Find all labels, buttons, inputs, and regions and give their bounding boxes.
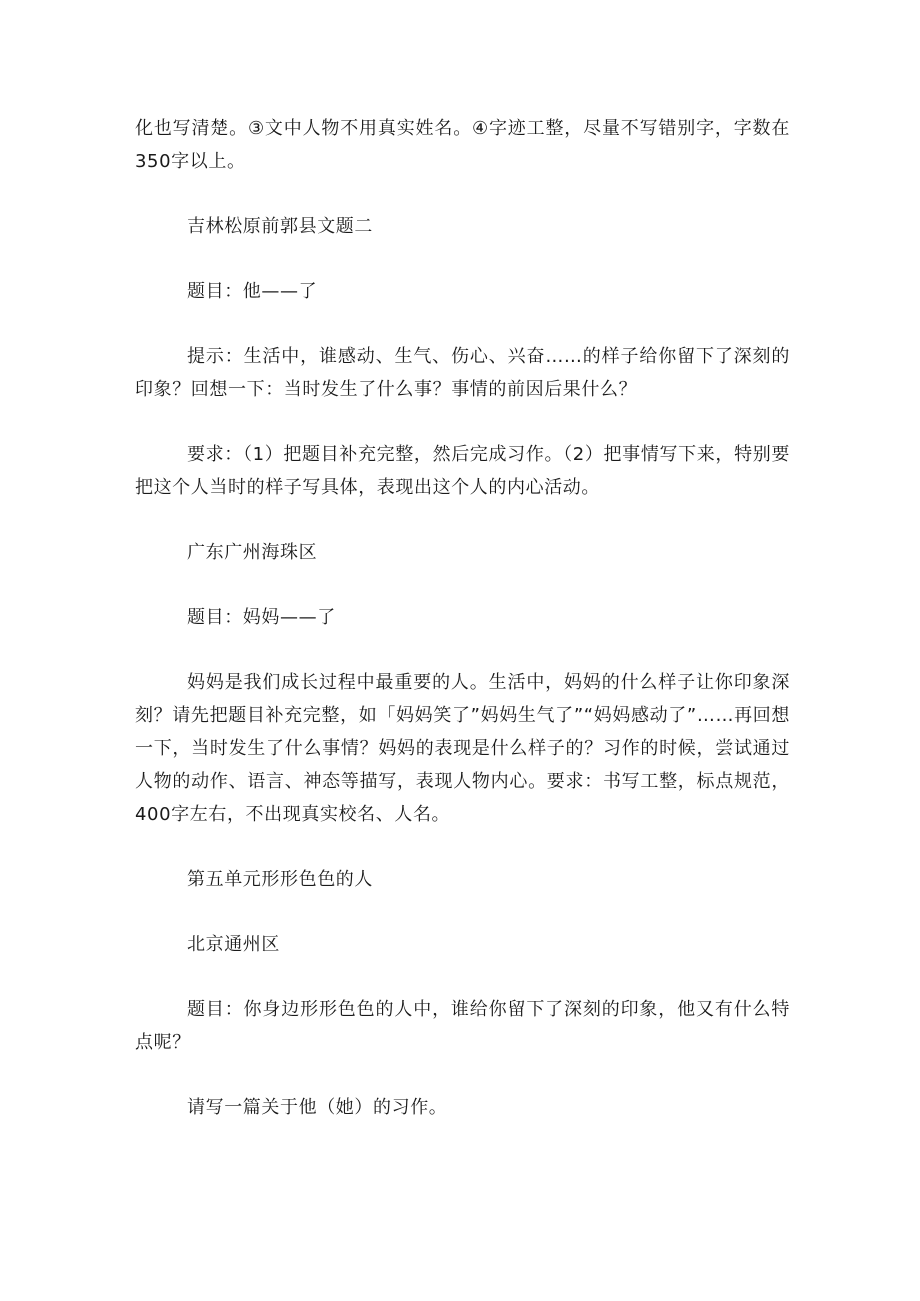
topic-title-he: 题目：他——了: [187, 281, 318, 302]
section-heading-guangzhou: 广东广州海珠区: [187, 542, 318, 563]
unit-heading: 第五单元形形色色的人: [187, 869, 373, 890]
topic-title-mother: 题目：妈妈——了: [187, 607, 336, 628]
topic-title-people: 题目：你身边形形色色的人中，谁给你留下了深刻的印象，他又有什么特点呢？: [135, 999, 790, 1053]
paragraph-requirements: 要求：（1）把题目补充完整，然后完成习作。（2）把事情写下来，特别要把这个人当时的样子写具体，表现出这个人的内心活动。: [135, 444, 790, 498]
paragraph-mother-prompt: 妈妈是我们成长过程中最重要的人。生活中，妈妈的什么样子让你印象深刻？请先把题目补充完整，如「妈妈笑了”妈妈生气了”“妈妈感动了”……再回想一下，当时发生了什么事情？妈妈的表现是什么样子的？习作的时候，尝试通过人物的动作、语言、神态等描写，表现人物内心。要求：书写工整，标点规范，400字左右，不出现真实校名、人名。: [135, 672, 790, 825]
paragraph-writing-instruction: 请写一篇关于他（她）的习作。: [187, 1097, 448, 1118]
paragraph-hint: 提示：生活中，谁感动、生气、伤心、兴奋……的样子给你留下了深刻的印象？回想一下：当时发生了什么事？事情的前因后果什么？: [135, 346, 790, 400]
section-heading-jilin: 吉林松原前郭县文题二: [187, 216, 373, 237]
paragraph-requirements-continued: 化也写清楚。③文中人物不用真实姓名。④字迹工整，尽量不写错别字，字数在350字以上。: [135, 118, 790, 172]
document-body: [135, 112, 790, 1156]
section-heading-beijing: 北京通州区: [187, 934, 280, 955]
